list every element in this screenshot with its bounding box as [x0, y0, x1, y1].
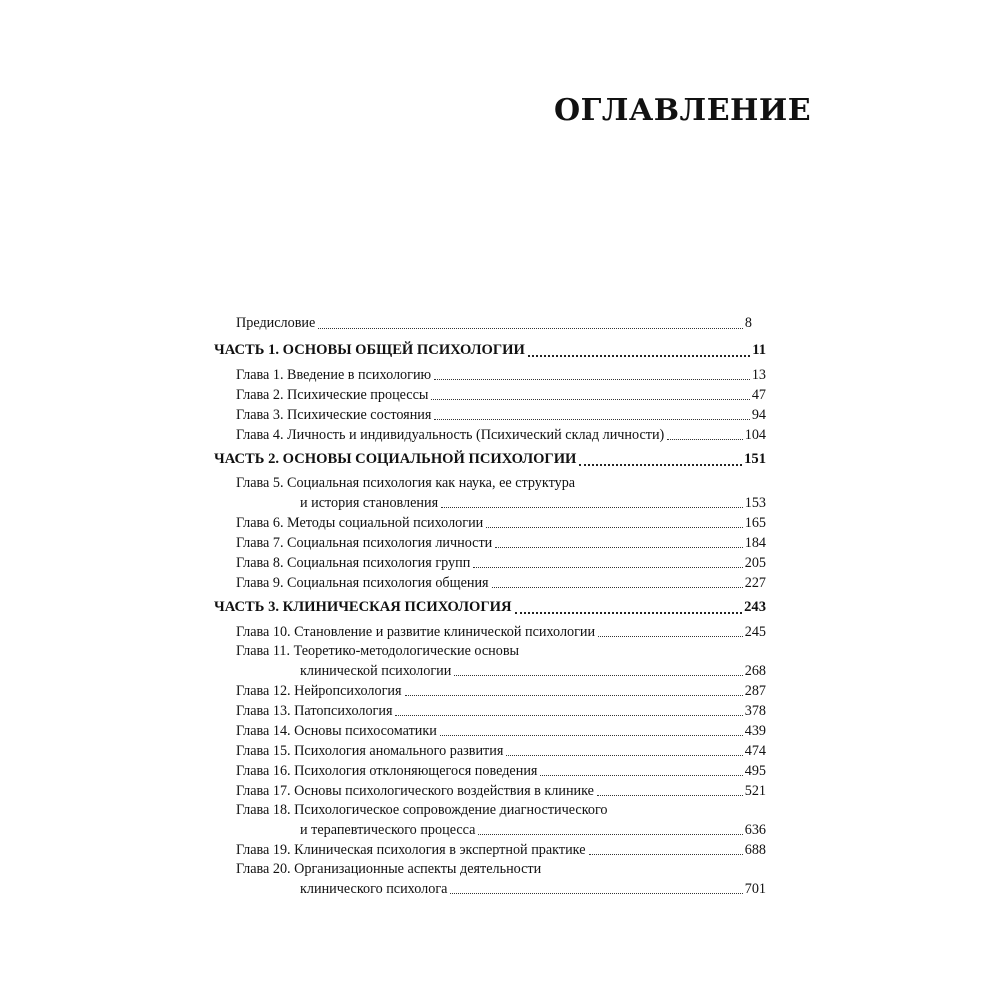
dot-leader: [454, 675, 742, 676]
toc-entry-label: Глава 7. Социальная психология личности: [236, 535, 493, 551]
toc-entry-page: 47: [751, 387, 766, 403]
dot-leader: [450, 893, 742, 894]
toc-entry-label: Глава 19. Клиническая психология в экспертной практике: [236, 842, 586, 858]
dot-leader: [528, 355, 750, 357]
toc-entry-label: и терапевтического процесса: [300, 822, 476, 838]
toc-entry-label: Глава 6. Методы социальной психологии: [236, 515, 484, 531]
dot-leader: [597, 795, 743, 796]
toc-part-2[interactable]: [214, 445, 766, 474]
dot-leader: [440, 735, 743, 736]
toc-chapter-entry[interactable]: [214, 553, 766, 573]
toc-entry-label: Глава 15. Психология аномального развития: [236, 743, 504, 759]
toc-entry-page: 636: [744, 822, 766, 838]
toc-entry-label: Глава 1. Введение в психологию: [236, 367, 432, 383]
toc-entry-page: 287: [744, 683, 766, 699]
toc-entry-page: 13: [751, 367, 766, 383]
toc-entry-page: 153: [744, 495, 766, 511]
toc-chapter-entry[interactable]: [214, 513, 766, 533]
page-title: ОГЛАВЛЕНИЕ: [554, 93, 812, 128]
toc-chapter-entry[interactable]: [214, 405, 766, 425]
toc-entry-label: Глава 10. Становление и развитие клинической психологии: [236, 624, 596, 640]
toc-chapter-entry[interactable]: [214, 533, 766, 553]
toc-chapter-entry[interactable]: [214, 385, 766, 405]
toc-chapter-entry[interactable]: [214, 840, 766, 860]
toc-chapter-entry[interactable]: [214, 701, 766, 721]
toc-entry-label: ЧАСТЬ 2. ОСНОВЫ СОЦИАЛЬНОЙ ПСИХОЛОГИИ: [214, 451, 577, 467]
toc-entry-label: Глава 12. Нейропсихология: [236, 683, 402, 699]
toc-entry-label: и история становления: [300, 495, 439, 511]
dot-leader: [434, 419, 749, 420]
toc-entry-page: 243: [744, 599, 766, 615]
toc-part-1[interactable]: [214, 336, 766, 365]
toc-entry-page: 94: [751, 407, 766, 423]
toc-entry-label: Глава 9. Социальная психология общения: [236, 575, 489, 591]
dot-leader: [589, 854, 743, 855]
toc-entry-page: 227: [744, 575, 766, 591]
toc-entry-page: 521: [744, 783, 766, 799]
toc-entry-label: Глава 2. Психические процессы: [236, 387, 429, 403]
dot-leader: [434, 379, 750, 380]
toc-chapter-entry[interactable]: [214, 493, 766, 513]
toc-entry-page: 701: [744, 881, 766, 897]
dot-leader: [579, 464, 742, 466]
toc-entry-page: 8: [744, 315, 752, 331]
toc-entry-page: 378: [744, 703, 766, 719]
toc-chapter-entry[interactable]: [214, 661, 766, 681]
dot-leader: [478, 834, 742, 835]
dot-leader: [318, 328, 743, 329]
toc-entry-label: клинического психолога: [300, 881, 448, 897]
toc-entry-label: Глава 8. Социальная психология групп: [236, 555, 471, 571]
dot-leader: [441, 507, 743, 508]
dot-leader: [431, 399, 749, 400]
toc-part-3[interactable]: [214, 593, 766, 622]
toc-chapter-entry[interactable]: [214, 820, 766, 840]
toc-chapter-entry[interactable]: [214, 425, 766, 445]
toc-entry-page: 205: [744, 555, 766, 571]
toc-entry-label: ЧАСТЬ 1. ОСНОВЫ ОБЩЕЙ ПСИХОЛОГИИ: [214, 342, 525, 358]
toc-entry-label: ЧАСТЬ 3. КЛИНИЧЕСКАЯ ПСИХОЛОГИЯ: [214, 599, 512, 615]
toc-entry-page: 151: [744, 451, 766, 467]
dot-leader: [667, 439, 742, 440]
toc-entry-page: 165: [744, 515, 766, 531]
toc-chapter-entry[interactable]: [214, 879, 766, 899]
toc-entry-label: Глава 13. Патопсихология: [236, 703, 393, 719]
toc-entry-label: Предисловие: [236, 315, 316, 331]
toc-chapter-entry[interactable]: [214, 721, 766, 741]
dot-leader: [598, 636, 743, 637]
toc-entry-page: 268: [744, 663, 766, 679]
dot-leader: [515, 612, 743, 614]
toc-chapter-entry[interactable]: [214, 365, 766, 385]
toc-entry-preface[interactable]: [214, 310, 766, 336]
toc-entry-page: 474: [744, 743, 766, 759]
toc-entry-label: Глава 14. Основы психосоматики: [236, 723, 437, 739]
toc-entry-page: 495: [744, 763, 766, 779]
toc-chapter-entry[interactable]: [214, 741, 766, 761]
dot-leader: [506, 755, 742, 756]
toc-chapter-entry[interactable]: [214, 681, 766, 701]
toc-chapter-title-line: Глава 11. Теоретико-методологические основы: [236, 643, 520, 659]
toc-entry-label: Глава 16. Психология отклоняющегося поведения: [236, 763, 538, 779]
toc-entry-label: Глава 17. Основы психологического воздействия в клинике: [236, 783, 594, 799]
toc-entry-label: клинической психологии: [300, 663, 452, 679]
toc-entry-page: 104: [744, 427, 766, 443]
dot-leader: [495, 547, 742, 548]
table-of-contents: [214, 310, 766, 899]
toc-chapter-entry[interactable]: [214, 761, 766, 781]
dot-leader: [540, 775, 742, 776]
toc-entry-label: Глава 4. Личность и индивидуальность (Психический склад личности): [236, 427, 665, 443]
toc-entry-label: Глава 3. Психические состояния: [236, 407, 432, 423]
toc-entry-page: 11: [752, 342, 766, 358]
toc-entry-page: 245: [744, 624, 766, 640]
toc-chapter-entry[interactable]: [214, 573, 766, 593]
toc-entry-page: 439: [744, 723, 766, 739]
toc-entry-page: 184: [744, 535, 766, 551]
dot-leader: [486, 527, 742, 528]
dot-leader: [405, 695, 743, 696]
dot-leader: [395, 715, 742, 716]
dot-leader: [473, 567, 742, 568]
toc-chapter-title-line: Глава 20. Организационные аспекты деятельности: [236, 861, 542, 877]
toc-chapter-entry[interactable]: [214, 622, 766, 642]
toc-chapter-title-line: Глава 5. Социальная психология как наука, ее структура: [236, 475, 576, 491]
toc-chapter-entry[interactable]: [214, 781, 766, 801]
toc-entry-page: 688: [744, 842, 766, 858]
dot-leader: [492, 587, 743, 588]
toc-chapter-title-line: Глава 18. Психологическое сопровождение диагностического: [236, 802, 608, 818]
